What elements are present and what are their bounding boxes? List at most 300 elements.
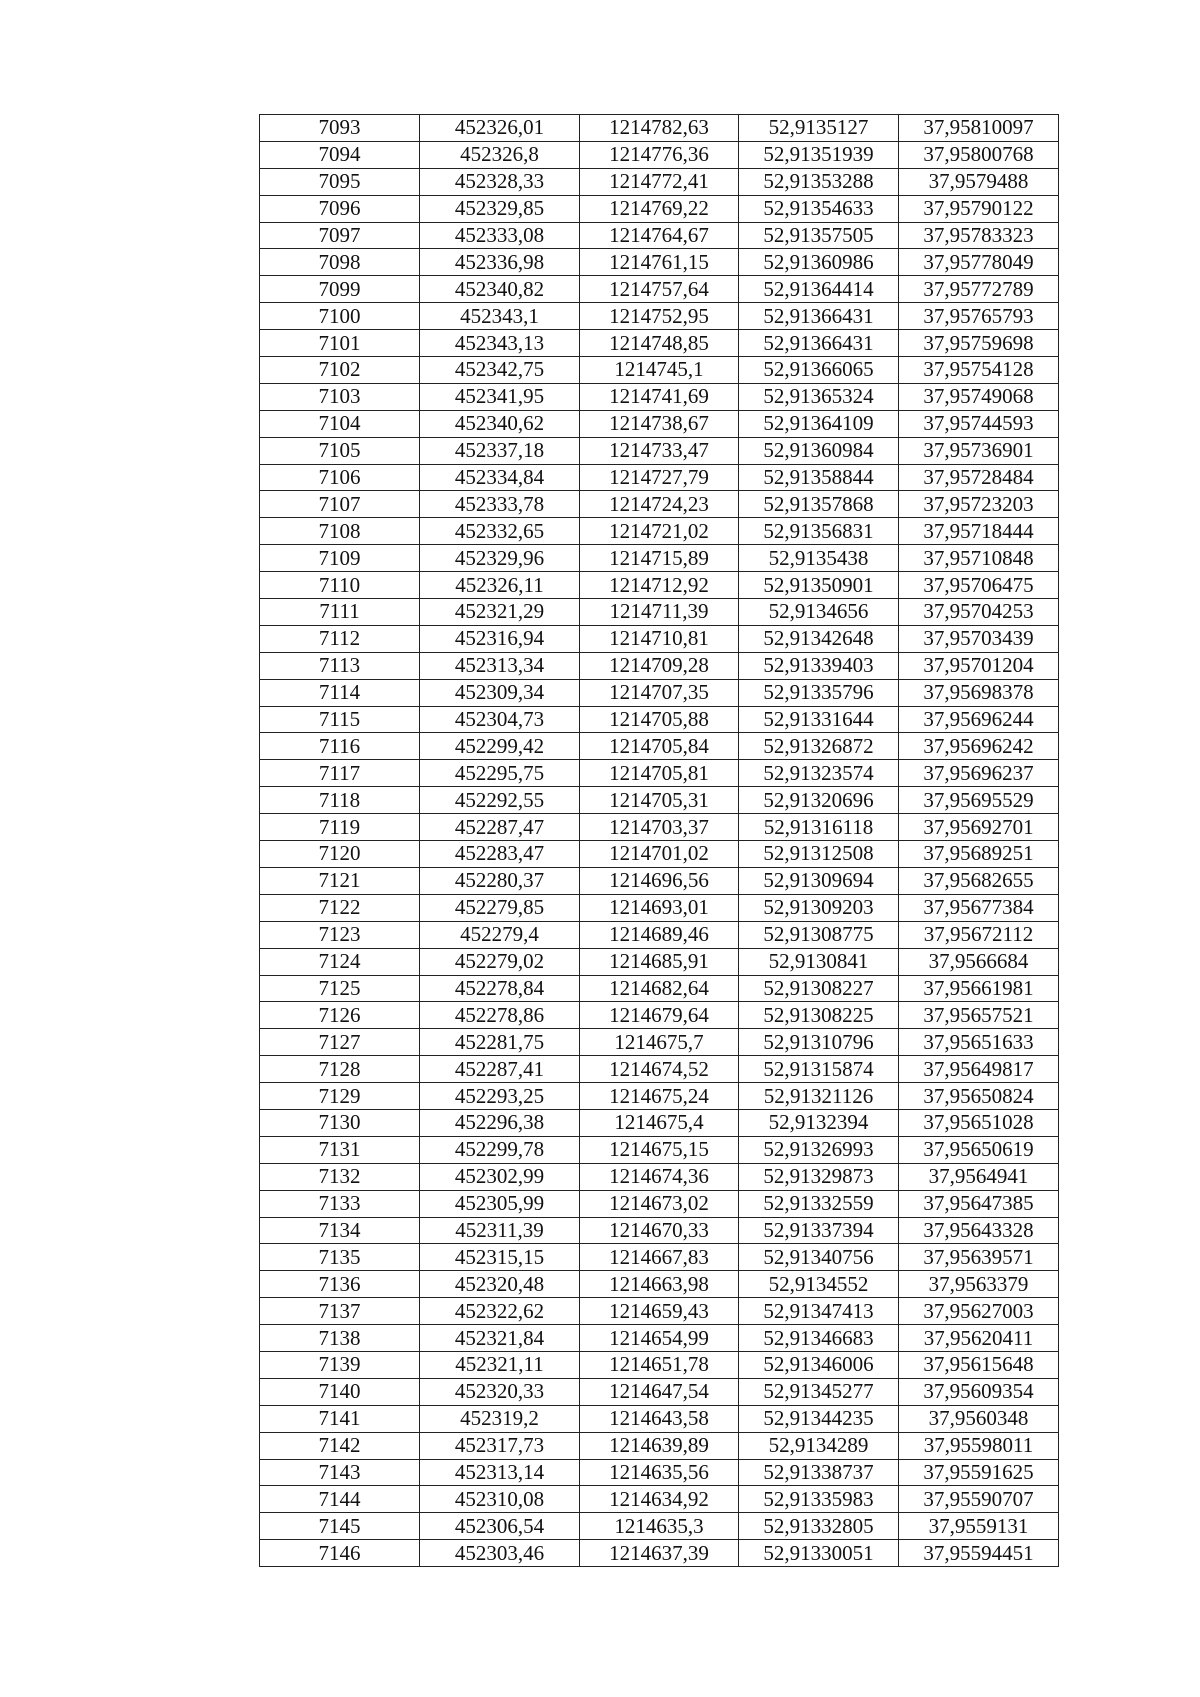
y-coordinate-cell: 1214757,64 bbox=[580, 276, 739, 303]
y-coordinate-cell: 1214705,81 bbox=[580, 760, 739, 787]
table-row bbox=[260, 1325, 1059, 1352]
y-coordinate-cell: 1214712,92 bbox=[580, 572, 739, 599]
latitude-cell: 52,91340756 bbox=[739, 1244, 899, 1271]
latitude-cell: 52,91360984 bbox=[739, 437, 899, 464]
latitude-cell: 52,91357868 bbox=[739, 491, 899, 518]
table-row bbox=[260, 276, 1059, 303]
longitude-cell: 37,95672112 bbox=[899, 921, 1059, 948]
point-number-cell: 7124 bbox=[260, 948, 420, 975]
y-coordinate-cell: 1214643,58 bbox=[580, 1405, 739, 1432]
longitude-cell: 37,95728484 bbox=[899, 464, 1059, 491]
table-row bbox=[260, 814, 1059, 841]
x-coordinate-cell: 452326,11 bbox=[420, 572, 580, 599]
point-number-cell: 7105 bbox=[260, 437, 420, 464]
point-number-cell: 7114 bbox=[260, 679, 420, 706]
latitude-cell: 52,91308225 bbox=[739, 1002, 899, 1029]
latitude-cell: 52,9134656 bbox=[739, 599, 899, 626]
latitude-cell: 52,91331644 bbox=[739, 706, 899, 733]
x-coordinate-cell: 452279,4 bbox=[420, 921, 580, 948]
longitude-cell: 37,95696244 bbox=[899, 706, 1059, 733]
y-coordinate-cell: 1214701,02 bbox=[580, 841, 739, 868]
y-coordinate-cell: 1214782,63 bbox=[580, 115, 739, 142]
latitude-cell: 52,9130841 bbox=[739, 948, 899, 975]
latitude-cell: 52,91364109 bbox=[739, 410, 899, 437]
x-coordinate-cell: 452283,47 bbox=[420, 841, 580, 868]
latitude-cell: 52,91338737 bbox=[739, 1459, 899, 1486]
x-coordinate-cell: 452343,13 bbox=[420, 330, 580, 357]
table-row bbox=[260, 841, 1059, 868]
longitude-cell: 37,95706475 bbox=[899, 572, 1059, 599]
latitude-cell: 52,91366065 bbox=[739, 357, 899, 384]
longitude-cell: 37,95800768 bbox=[899, 141, 1059, 168]
x-coordinate-cell: 452310,08 bbox=[420, 1486, 580, 1513]
latitude-cell: 52,91346006 bbox=[739, 1351, 899, 1378]
table-row bbox=[260, 222, 1059, 249]
latitude-cell: 52,91326872 bbox=[739, 733, 899, 760]
table-row bbox=[260, 1298, 1059, 1325]
latitude-cell: 52,91320696 bbox=[739, 787, 899, 814]
point-number-cell: 7129 bbox=[260, 1083, 420, 1110]
latitude-cell: 52,91366431 bbox=[739, 330, 899, 357]
point-number-cell: 7146 bbox=[260, 1540, 420, 1567]
point-number-cell: 7111 bbox=[260, 599, 420, 626]
table-row bbox=[260, 1109, 1059, 1136]
table-row bbox=[260, 652, 1059, 679]
latitude-cell: 52,91344235 bbox=[739, 1405, 899, 1432]
table-row bbox=[260, 168, 1059, 195]
latitude-cell: 52,91329873 bbox=[739, 1163, 899, 1190]
table-row bbox=[260, 1029, 1059, 1056]
y-coordinate-cell: 1214709,28 bbox=[580, 652, 739, 679]
y-coordinate-cell: 1214715,89 bbox=[580, 545, 739, 572]
point-number-cell: 7130 bbox=[260, 1109, 420, 1136]
table-row bbox=[260, 1459, 1059, 1486]
table-row bbox=[260, 1163, 1059, 1190]
x-coordinate-cell: 452295,75 bbox=[420, 760, 580, 787]
longitude-cell: 37,95703439 bbox=[899, 625, 1059, 652]
x-coordinate-cell: 452340,62 bbox=[420, 410, 580, 437]
table-row bbox=[260, 1378, 1059, 1405]
point-number-cell: 7139 bbox=[260, 1351, 420, 1378]
latitude-cell: 52,91309203 bbox=[739, 894, 899, 921]
point-number-cell: 7096 bbox=[260, 195, 420, 222]
point-number-cell: 7094 bbox=[260, 141, 420, 168]
point-number-cell: 7134 bbox=[260, 1217, 420, 1244]
latitude-cell: 52,91350901 bbox=[739, 572, 899, 599]
point-number-cell: 7128 bbox=[260, 1056, 420, 1083]
point-number-cell: 7143 bbox=[260, 1459, 420, 1486]
table-row bbox=[260, 545, 1059, 572]
point-number-cell: 7137 bbox=[260, 1298, 420, 1325]
y-coordinate-cell: 1214682,64 bbox=[580, 975, 739, 1002]
x-coordinate-cell: 452337,18 bbox=[420, 437, 580, 464]
longitude-cell: 37,95689251 bbox=[899, 841, 1059, 868]
latitude-cell: 52,9132394 bbox=[739, 1109, 899, 1136]
point-number-cell: 7132 bbox=[260, 1163, 420, 1190]
point-number-cell: 7145 bbox=[260, 1513, 420, 1540]
table-row bbox=[260, 867, 1059, 894]
x-coordinate-cell: 452279,85 bbox=[420, 894, 580, 921]
table-row bbox=[260, 787, 1059, 814]
longitude-cell: 37,95643328 bbox=[899, 1217, 1059, 1244]
point-number-cell: 7126 bbox=[260, 1002, 420, 1029]
latitude-cell: 52,91335796 bbox=[739, 679, 899, 706]
longitude-cell: 37,95620411 bbox=[899, 1325, 1059, 1352]
y-coordinate-cell: 1214675,24 bbox=[580, 1083, 739, 1110]
x-coordinate-cell: 452343,1 bbox=[420, 303, 580, 330]
longitude-cell: 37,95759698 bbox=[899, 330, 1059, 357]
latitude-cell: 52,91315874 bbox=[739, 1056, 899, 1083]
x-coordinate-cell: 452278,86 bbox=[420, 1002, 580, 1029]
point-number-cell: 7108 bbox=[260, 518, 420, 545]
x-coordinate-cell: 452296,38 bbox=[420, 1109, 580, 1136]
latitude-cell: 52,91310796 bbox=[739, 1029, 899, 1056]
y-coordinate-cell: 1214663,98 bbox=[580, 1271, 739, 1298]
y-coordinate-cell: 1214675,7 bbox=[580, 1029, 739, 1056]
point-number-cell: 7099 bbox=[260, 276, 420, 303]
x-coordinate-cell: 452329,96 bbox=[420, 545, 580, 572]
x-coordinate-cell: 452313,14 bbox=[420, 1459, 580, 1486]
x-coordinate-cell: 452326,01 bbox=[420, 115, 580, 142]
point-number-cell: 7100 bbox=[260, 303, 420, 330]
latitude-cell: 52,9134289 bbox=[739, 1432, 899, 1459]
y-coordinate-cell: 1214651,78 bbox=[580, 1351, 739, 1378]
longitude-cell: 37,95692701 bbox=[899, 814, 1059, 841]
longitude-cell: 37,95765793 bbox=[899, 303, 1059, 330]
x-coordinate-cell: 452309,34 bbox=[420, 679, 580, 706]
point-number-cell: 7097 bbox=[260, 222, 420, 249]
table-row bbox=[260, 249, 1059, 276]
y-coordinate-cell: 1214721,02 bbox=[580, 518, 739, 545]
x-coordinate-cell: 452311,39 bbox=[420, 1217, 580, 1244]
longitude-cell: 37,95696237 bbox=[899, 760, 1059, 787]
y-coordinate-cell: 1214673,02 bbox=[580, 1190, 739, 1217]
x-coordinate-cell: 452319,2 bbox=[420, 1405, 580, 1432]
table-row bbox=[260, 1217, 1059, 1244]
point-number-cell: 7123 bbox=[260, 921, 420, 948]
latitude-cell: 52,91321126 bbox=[739, 1083, 899, 1110]
latitude-cell: 52,9134552 bbox=[739, 1271, 899, 1298]
latitude-cell: 52,91339403 bbox=[739, 652, 899, 679]
longitude-cell: 37,95677384 bbox=[899, 894, 1059, 921]
point-number-cell: 7098 bbox=[260, 249, 420, 276]
point-number-cell: 7135 bbox=[260, 1244, 420, 1271]
x-coordinate-cell: 452329,85 bbox=[420, 195, 580, 222]
longitude-cell: 37,95744593 bbox=[899, 410, 1059, 437]
table-row bbox=[260, 141, 1059, 168]
longitude-cell: 37,95609354 bbox=[899, 1378, 1059, 1405]
x-coordinate-cell: 452333,78 bbox=[420, 491, 580, 518]
table-row bbox=[260, 410, 1059, 437]
latitude-cell: 52,91332805 bbox=[739, 1513, 899, 1540]
latitude-cell: 52,91330051 bbox=[739, 1540, 899, 1567]
latitude-cell: 52,91356831 bbox=[739, 518, 899, 545]
longitude-cell: 37,95598011 bbox=[899, 1432, 1059, 1459]
x-coordinate-cell: 452321,11 bbox=[420, 1351, 580, 1378]
latitude-cell: 52,91337394 bbox=[739, 1217, 899, 1244]
point-number-cell: 7122 bbox=[260, 894, 420, 921]
x-coordinate-cell: 452333,08 bbox=[420, 222, 580, 249]
x-coordinate-cell: 452279,02 bbox=[420, 948, 580, 975]
longitude-cell: 37,95754128 bbox=[899, 357, 1059, 384]
x-coordinate-cell: 452304,73 bbox=[420, 706, 580, 733]
y-coordinate-cell: 1214707,35 bbox=[580, 679, 739, 706]
x-coordinate-cell: 452299,42 bbox=[420, 733, 580, 760]
x-coordinate-cell: 452334,84 bbox=[420, 464, 580, 491]
latitude-cell: 52,91357505 bbox=[739, 222, 899, 249]
latitude-cell: 52,91309694 bbox=[739, 867, 899, 894]
table-row bbox=[260, 1083, 1059, 1110]
latitude-cell: 52,91326993 bbox=[739, 1136, 899, 1163]
table-row bbox=[260, 625, 1059, 652]
x-coordinate-cell: 452328,33 bbox=[420, 168, 580, 195]
x-coordinate-cell: 452281,75 bbox=[420, 1029, 580, 1056]
longitude-cell: 37,9579488 bbox=[899, 168, 1059, 195]
latitude-cell: 52,9135127 bbox=[739, 115, 899, 142]
point-number-cell: 7131 bbox=[260, 1136, 420, 1163]
y-coordinate-cell: 1214634,92 bbox=[580, 1486, 739, 1513]
x-coordinate-cell: 452332,65 bbox=[420, 518, 580, 545]
x-coordinate-cell: 452322,62 bbox=[420, 1298, 580, 1325]
point-number-cell: 7104 bbox=[260, 410, 420, 437]
y-coordinate-cell: 1214776,36 bbox=[580, 141, 739, 168]
longitude-cell: 37,9563379 bbox=[899, 1271, 1059, 1298]
longitude-cell: 37,95723203 bbox=[899, 491, 1059, 518]
longitude-cell: 37,95710848 bbox=[899, 545, 1059, 572]
x-coordinate-cell: 452320,48 bbox=[420, 1271, 580, 1298]
table-row bbox=[260, 195, 1059, 222]
table-row bbox=[260, 1405, 1059, 1432]
point-number-cell: 7141 bbox=[260, 1405, 420, 1432]
y-coordinate-cell: 1214647,54 bbox=[580, 1378, 739, 1405]
latitude-cell: 52,91342648 bbox=[739, 625, 899, 652]
latitude-cell: 52,91353288 bbox=[739, 168, 899, 195]
x-coordinate-cell: 452342,75 bbox=[420, 357, 580, 384]
point-number-cell: 7117 bbox=[260, 760, 420, 787]
point-number-cell: 7102 bbox=[260, 357, 420, 384]
y-coordinate-cell: 1214733,47 bbox=[580, 437, 739, 464]
longitude-cell: 37,95778049 bbox=[899, 249, 1059, 276]
table-row bbox=[260, 383, 1059, 410]
point-number-cell: 7140 bbox=[260, 1378, 420, 1405]
longitude-cell: 37,95661981 bbox=[899, 975, 1059, 1002]
table-row bbox=[260, 1351, 1059, 1378]
longitude-cell: 37,95736901 bbox=[899, 437, 1059, 464]
longitude-cell: 37,9560348 bbox=[899, 1405, 1059, 1432]
point-number-cell: 7136 bbox=[260, 1271, 420, 1298]
table-row bbox=[260, 975, 1059, 1002]
latitude-cell: 52,91312508 bbox=[739, 841, 899, 868]
y-coordinate-cell: 1214635,3 bbox=[580, 1513, 739, 1540]
point-number-cell: 7121 bbox=[260, 867, 420, 894]
y-coordinate-cell: 1214741,69 bbox=[580, 383, 739, 410]
y-coordinate-cell: 1214670,33 bbox=[580, 1217, 739, 1244]
y-coordinate-cell: 1214674,36 bbox=[580, 1163, 739, 1190]
coordinates-table bbox=[259, 114, 1059, 1567]
table-row bbox=[260, 357, 1059, 384]
x-coordinate-cell: 452326,8 bbox=[420, 141, 580, 168]
longitude-cell: 37,95704253 bbox=[899, 599, 1059, 626]
latitude-cell: 52,91345277 bbox=[739, 1378, 899, 1405]
y-coordinate-cell: 1214761,15 bbox=[580, 249, 739, 276]
x-coordinate-cell: 452316,94 bbox=[420, 625, 580, 652]
table-row bbox=[260, 894, 1059, 921]
y-coordinate-cell: 1214705,84 bbox=[580, 733, 739, 760]
point-number-cell: 7116 bbox=[260, 733, 420, 760]
table-row bbox=[260, 437, 1059, 464]
y-coordinate-cell: 1214745,1 bbox=[580, 357, 739, 384]
x-coordinate-cell: 452305,99 bbox=[420, 1190, 580, 1217]
x-coordinate-cell: 452280,37 bbox=[420, 867, 580, 894]
table-row bbox=[260, 760, 1059, 787]
y-coordinate-cell: 1214724,23 bbox=[580, 491, 739, 518]
x-coordinate-cell: 452306,54 bbox=[420, 1513, 580, 1540]
point-number-cell: 7101 bbox=[260, 330, 420, 357]
table-row bbox=[260, 599, 1059, 626]
point-number-cell: 7107 bbox=[260, 491, 420, 518]
longitude-cell: 37,95783323 bbox=[899, 222, 1059, 249]
point-number-cell: 7112 bbox=[260, 625, 420, 652]
x-coordinate-cell: 452315,15 bbox=[420, 1244, 580, 1271]
longitude-cell: 37,95647385 bbox=[899, 1190, 1059, 1217]
point-number-cell: 7133 bbox=[260, 1190, 420, 1217]
latitude-cell: 52,91332559 bbox=[739, 1190, 899, 1217]
longitude-cell: 37,95590707 bbox=[899, 1486, 1059, 1513]
longitude-cell: 37,95701204 bbox=[899, 652, 1059, 679]
longitude-cell: 37,95591625 bbox=[899, 1459, 1059, 1486]
table-row bbox=[260, 303, 1059, 330]
point-number-cell: 7120 bbox=[260, 841, 420, 868]
y-coordinate-cell: 1214654,99 bbox=[580, 1325, 739, 1352]
x-coordinate-cell: 452341,95 bbox=[420, 383, 580, 410]
longitude-cell: 37,95651028 bbox=[899, 1109, 1059, 1136]
y-coordinate-cell: 1214705,31 bbox=[580, 787, 739, 814]
point-number-cell: 7125 bbox=[260, 975, 420, 1002]
y-coordinate-cell: 1214772,41 bbox=[580, 168, 739, 195]
point-number-cell: 7142 bbox=[260, 1432, 420, 1459]
table-row bbox=[260, 1190, 1059, 1217]
latitude-cell: 52,91360986 bbox=[739, 249, 899, 276]
point-number-cell: 7118 bbox=[260, 787, 420, 814]
x-coordinate-cell: 452336,98 bbox=[420, 249, 580, 276]
point-number-cell: 7113 bbox=[260, 652, 420, 679]
y-coordinate-cell: 1214748,85 bbox=[580, 330, 739, 357]
latitude-cell: 52,91323574 bbox=[739, 760, 899, 787]
longitude-cell: 37,95657521 bbox=[899, 1002, 1059, 1029]
x-coordinate-cell: 452278,84 bbox=[420, 975, 580, 1002]
x-coordinate-cell: 452287,41 bbox=[420, 1056, 580, 1083]
longitude-cell: 37,95651633 bbox=[899, 1029, 1059, 1056]
longitude-cell: 37,95698378 bbox=[899, 679, 1059, 706]
longitude-cell: 37,9564941 bbox=[899, 1163, 1059, 1190]
y-coordinate-cell: 1214679,64 bbox=[580, 1002, 739, 1029]
point-number-cell: 7093 bbox=[260, 115, 420, 142]
y-coordinate-cell: 1214711,39 bbox=[580, 599, 739, 626]
longitude-cell: 37,95790122 bbox=[899, 195, 1059, 222]
table-row bbox=[260, 1271, 1059, 1298]
x-coordinate-cell: 452302,99 bbox=[420, 1163, 580, 1190]
y-coordinate-cell: 1214710,81 bbox=[580, 625, 739, 652]
point-number-cell: 7095 bbox=[260, 168, 420, 195]
table-row bbox=[260, 921, 1059, 948]
x-coordinate-cell: 452321,29 bbox=[420, 599, 580, 626]
point-number-cell: 7119 bbox=[260, 814, 420, 841]
table-row bbox=[260, 679, 1059, 706]
y-coordinate-cell: 1214637,39 bbox=[580, 1540, 739, 1567]
y-coordinate-cell: 1214667,83 bbox=[580, 1244, 739, 1271]
longitude-cell: 37,9559131 bbox=[899, 1513, 1059, 1540]
y-coordinate-cell: 1214696,56 bbox=[580, 867, 739, 894]
latitude-cell: 52,91366431 bbox=[739, 303, 899, 330]
table-row bbox=[260, 706, 1059, 733]
y-coordinate-cell: 1214674,52 bbox=[580, 1056, 739, 1083]
x-coordinate-cell: 452287,47 bbox=[420, 814, 580, 841]
table-row bbox=[260, 464, 1059, 491]
table-row bbox=[260, 491, 1059, 518]
longitude-cell: 37,95772789 bbox=[899, 276, 1059, 303]
y-coordinate-cell: 1214705,88 bbox=[580, 706, 739, 733]
point-number-cell: 7103 bbox=[260, 383, 420, 410]
table-row bbox=[260, 1002, 1059, 1029]
table-row bbox=[260, 1136, 1059, 1163]
latitude-cell: 52,91346683 bbox=[739, 1325, 899, 1352]
table-row bbox=[260, 1513, 1059, 1540]
latitude-cell: 52,91365324 bbox=[739, 383, 899, 410]
y-coordinate-cell: 1214764,67 bbox=[580, 222, 739, 249]
table-row bbox=[260, 330, 1059, 357]
longitude-cell: 37,95718444 bbox=[899, 518, 1059, 545]
longitude-cell: 37,95682655 bbox=[899, 867, 1059, 894]
y-coordinate-cell: 1214635,56 bbox=[580, 1459, 739, 1486]
y-coordinate-cell: 1214703,37 bbox=[580, 814, 739, 841]
point-number-cell: 7144 bbox=[260, 1486, 420, 1513]
y-coordinate-cell: 1214685,91 bbox=[580, 948, 739, 975]
y-coordinate-cell: 1214689,46 bbox=[580, 921, 739, 948]
table-row bbox=[260, 1432, 1059, 1459]
x-coordinate-cell: 452320,33 bbox=[420, 1378, 580, 1405]
table-row bbox=[260, 1540, 1059, 1567]
x-coordinate-cell: 452317,73 bbox=[420, 1432, 580, 1459]
point-number-cell: 7110 bbox=[260, 572, 420, 599]
latitude-cell: 52,91364414 bbox=[739, 276, 899, 303]
longitude-cell: 37,95639571 bbox=[899, 1244, 1059, 1271]
longitude-cell: 37,95627003 bbox=[899, 1298, 1059, 1325]
table-row bbox=[260, 1244, 1059, 1271]
y-coordinate-cell: 1214769,22 bbox=[580, 195, 739, 222]
latitude-cell: 52,9135438 bbox=[739, 545, 899, 572]
table-row bbox=[260, 733, 1059, 760]
longitude-cell: 37,95650824 bbox=[899, 1083, 1059, 1110]
latitude-cell: 52,91316118 bbox=[739, 814, 899, 841]
latitude-cell: 52,91308775 bbox=[739, 921, 899, 948]
longitude-cell: 37,95696242 bbox=[899, 733, 1059, 760]
x-coordinate-cell: 452299,78 bbox=[420, 1136, 580, 1163]
latitude-cell: 52,91351939 bbox=[739, 141, 899, 168]
point-number-cell: 7115 bbox=[260, 706, 420, 733]
table-row bbox=[260, 1486, 1059, 1513]
longitude-cell: 37,95650619 bbox=[899, 1136, 1059, 1163]
x-coordinate-cell: 452293,25 bbox=[420, 1083, 580, 1110]
longitude-cell: 37,9566684 bbox=[899, 948, 1059, 975]
latitude-cell: 52,91347413 bbox=[739, 1298, 899, 1325]
y-coordinate-cell: 1214659,43 bbox=[580, 1298, 739, 1325]
longitude-cell: 37,95615648 bbox=[899, 1351, 1059, 1378]
y-coordinate-cell: 1214675,4 bbox=[580, 1109, 739, 1136]
latitude-cell: 52,91354633 bbox=[739, 195, 899, 222]
y-coordinate-cell: 1214727,79 bbox=[580, 464, 739, 491]
x-coordinate-cell: 452321,84 bbox=[420, 1325, 580, 1352]
x-coordinate-cell: 452313,34 bbox=[420, 652, 580, 679]
